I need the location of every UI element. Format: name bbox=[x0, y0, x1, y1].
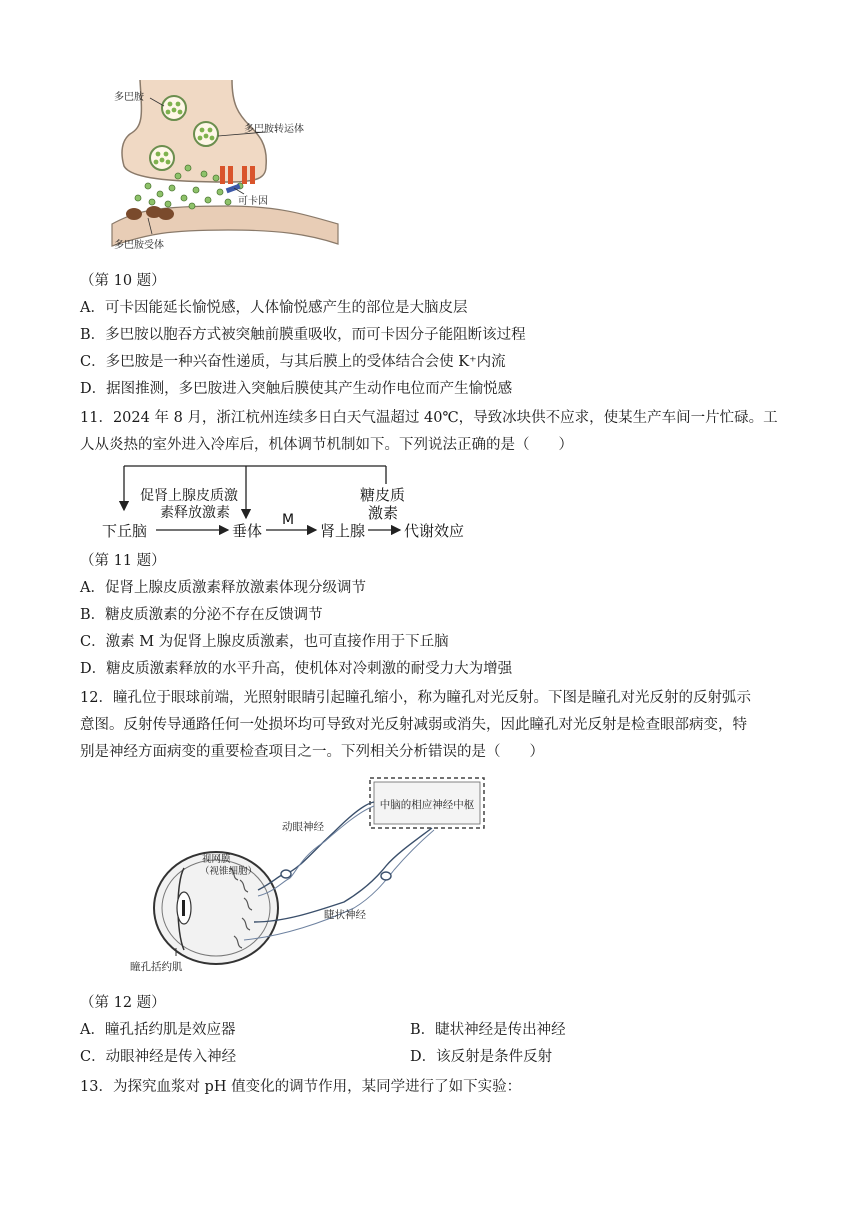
q11-caption: （第 11 题） bbox=[80, 553, 166, 569]
node-adrenal: 肾上腺 bbox=[320, 522, 366, 540]
node-effect: 代谢效应 bbox=[404, 522, 465, 540]
reflex-arc-diagram bbox=[124, 772, 494, 982]
q10-figure bbox=[108, 74, 348, 264]
ganglion bbox=[381, 872, 391, 880]
label-transporter: 多巴胺转运体 bbox=[244, 124, 304, 135]
label-ciliary: 睫状神经 bbox=[324, 909, 366, 921]
q12-option-d: D．该反射是条件反射 bbox=[410, 1049, 553, 1065]
q10-option-a: A．可卡因能延长愉悦感，人体愉悦感产生的部位是大脑皮层 bbox=[80, 300, 468, 316]
q10-option-d: D．据图推测，多巴胺进入突触后膜使其产生动作电位而产生愉悦感 bbox=[80, 381, 513, 397]
label-center: 中脑的相应神经中枢 bbox=[379, 799, 475, 811]
synapse-diagram bbox=[108, 74, 348, 264]
q11-flowchart bbox=[100, 462, 480, 546]
node-hypothalamus: 下丘脑 bbox=[102, 522, 148, 540]
label-retina-line1: 视网膜 bbox=[202, 854, 231, 865]
regulation-flowchart bbox=[100, 462, 480, 546]
q12-stem-line2: 意图。反射传导通路任何一处损坏均可导致对光反射减弱或消失，因此瞳孔对光反射是检查眼部病变，特 bbox=[80, 717, 747, 733]
q11-stem-line2: 人从炎热的室外进入冷库后，机体调节机制如下。下列说法正确的是（ ） bbox=[80, 437, 573, 453]
label-cortisol-line2: 激素 bbox=[368, 504, 399, 522]
vesicle bbox=[150, 146, 174, 170]
q13-stem: 13．为探究血浆对 pH 值变化的调节作用，某同学进行了如下实验： bbox=[80, 1079, 522, 1095]
vesicle bbox=[162, 96, 186, 120]
q12-option-b: B．睫状神经是传出神经 bbox=[410, 1022, 566, 1038]
q11-stem-line1: 11．2024 年 8 月，浙江杭州连续多日白天气温超过 40℃，导致冰块供不应求，使某生产车间一片忙碌。工 bbox=[80, 410, 778, 426]
label-receptor: 多巴胺受体 bbox=[114, 240, 164, 251]
label-dopamine: 多巴胺 bbox=[114, 92, 144, 103]
label-retina-line2: （视锥细胞） bbox=[200, 866, 258, 877]
q10-caption: （第 10 题） bbox=[80, 273, 166, 289]
label-sphincter: 瞳孔括约肌 bbox=[130, 961, 183, 973]
q10-option-c: C．多巴胺是一种兴奋性递质，与其后膜上的受体结合会使 K⁺内流 bbox=[80, 354, 506, 370]
node-pituitary: 垂体 bbox=[232, 522, 263, 540]
q12-stem-line1: 12．瞳孔位于眼球前端，光照射眼睛引起瞳孔缩小，称为瞳孔对光反射。下图是瞳孔对光反射的反射弧示 bbox=[80, 690, 751, 706]
q12-figure bbox=[124, 772, 494, 982]
label-crh-line2: 素释放激素 bbox=[160, 505, 230, 521]
label-cortisol-line1: 糖皮质 bbox=[360, 486, 406, 504]
q12-option-a: A．瞳孔括约肌是效应器 bbox=[80, 1022, 236, 1038]
label-cocaine: 可卡因 bbox=[238, 196, 268, 207]
q12-stem-line3: 别是神经方面病变的重要检查项目之一。下列相关分析错误的是（ ） bbox=[80, 744, 544, 760]
q11-option-c: C．激素 M 为促肾上腺皮质激素，也可直接作用于下丘脑 bbox=[80, 634, 449, 650]
label-crh-line1: 促肾上腺皮质激 bbox=[140, 488, 238, 504]
label-m: M bbox=[282, 512, 295, 528]
vesicle bbox=[194, 122, 218, 146]
q12-option-c: C．动眼神经是传入神经 bbox=[80, 1049, 237, 1065]
ganglion bbox=[281, 870, 291, 878]
q11-option-b: B．糖皮质激素的分泌不存在反馈调节 bbox=[80, 607, 323, 623]
q12-caption: （第 12 题） bbox=[80, 995, 166, 1011]
label-oculomotor: 动眼神经 bbox=[282, 821, 324, 833]
cocaine-molecule bbox=[226, 184, 241, 193]
q11-option-d: D．糖皮质激素释放的水平升高，使机体对冷刺激的耐受力大为增强 bbox=[80, 661, 513, 677]
q11-option-a: A．促肾上腺皮质激素释放激素体现分级调节 bbox=[80, 580, 366, 596]
q10-option-b: B．多巴胺以胞吞方式被突触前膜重吸收，而可卡因分子能阻断该过程 bbox=[80, 327, 526, 343]
